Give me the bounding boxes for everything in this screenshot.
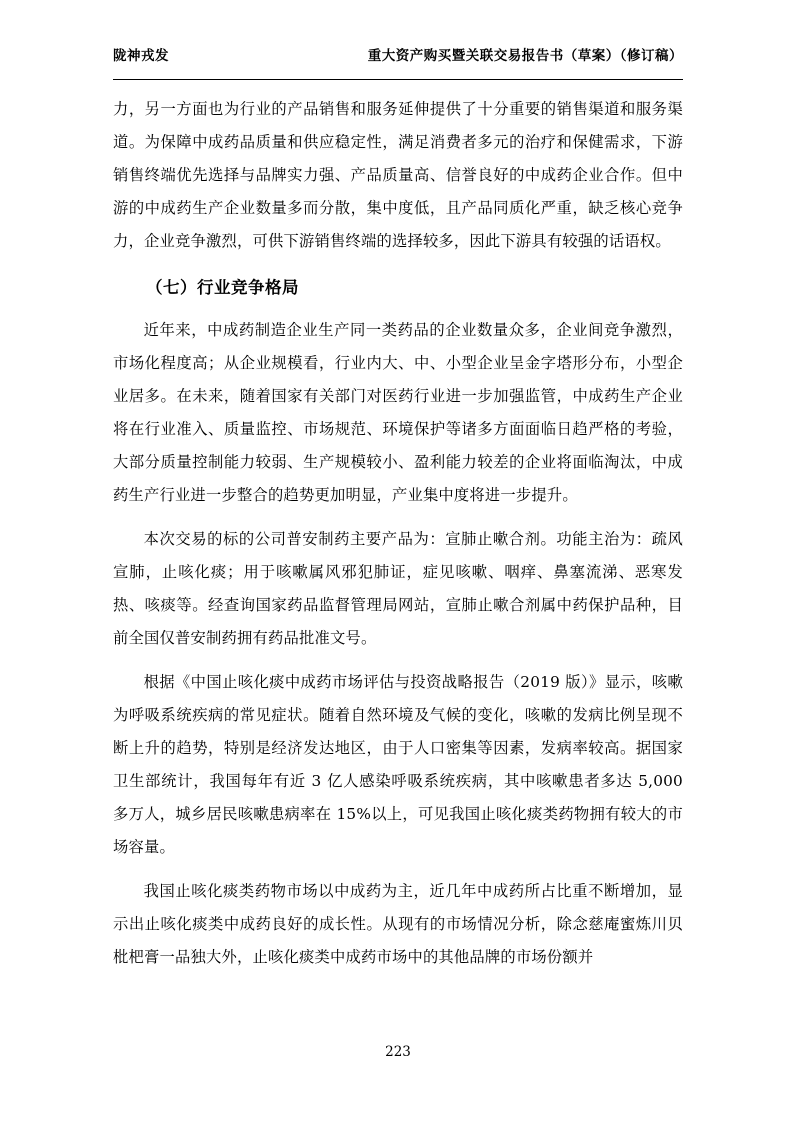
page-content bbox=[113, 0, 683, 1122]
paragraph-continued: 力，另一方面也为行业的产品销售和服务延伸提供了十分重要的销售渠道和服务渠道。为保障中成药品质量和供应稳定性，满足消费者多元的治疗和保健需求，下游销售终端优先选择与品牌实力强、产品质量高、信誉良好的中成药企业合作。但中游的中成药生产企业数量多而分散，集中度低，且产品同质化严重，缺乏核心竞争力，企业竞争激烈，可供下游销售终端的选择较多，因此下游具有较强的话语权。 bbox=[113, 100, 683, 250]
header-document-title: 重大资产购买暨关联交易报告书（草案）（修订稿） bbox=[367, 48, 683, 64]
section-heading-competition: （七）行业竞争格局 bbox=[146, 278, 299, 297]
paragraph-market-report: 根据《中国止咳化痰中成药市场评估与投资战略报告（2019 版）》显示，咳嗽为呼吸系统疾病的常见症状。随着自然环境及气候的变化，咳嗽的发病比例呈现不断上升的趋势，特别是经济发达地区，由于人口密集等因素，发病率较高。据国家卫生部统计，我国每年有近 3 亿人感染呼吸系统疾病，其中咳嗽患者多达 5,000 多万人，城乡居民咳嗽患病率在 15%以上，可见我国止咳化痰类药物拥有较大的市场容量。 bbox=[113, 673, 683, 856]
page-number: 223 bbox=[385, 1044, 411, 1060]
page-body bbox=[113, 93, 683, 985]
paragraph-target-product: 本次交易的标的公司普安制药主要产品为：宣肺止嗽合剂。功能主治为：疏风宣肺，止咳化痰；用于咳嗽属风邪犯肺证，症见咳嗽、咽痒、鼻塞流涕、恶寒发热、咳痰等。经查询国家药品监督管理局网站，宣肺止嗽合剂属中药保护品种，目前全国仅普安制药拥有药品批准文号。 bbox=[113, 530, 683, 647]
paragraph-market-share: 我国止咳化痰类药物市场以中成药为主，近几年中成药所占比重不断增加，显示出止咳化痰类中成药良好的成长性。从现有的市场情况分析，除念慈庵蜜炼川贝枇杷膏一品独大外，止咳化痰类中成药市场中的其他品牌的市场份额并 bbox=[113, 882, 683, 966]
header-divider bbox=[113, 79, 683, 80]
header-company-name: 陇神戎发 bbox=[113, 48, 169, 64]
paragraph-industry-competition: 近年来，中成药制造企业生产同一类药品的企业数量众多，企业间竞争激烈，市场化程度高；从企业规模看，行业内大、中、小型企业呈金字塔形分布，小型企业居多。在未来，随着国家有关部门对医药行业进一步加强监管，中成药生产企业将在行业准入、质量监控、市场规范、环境保护等诸多方面面临日趋严格的考验，大部分质量控制能力较弱、生产规模较小、盈利能力较差的企业将面临淘汰，中成药生产行业进一步整合的趋势更加明显，产业集中度将进一步提升。 bbox=[113, 321, 683, 504]
page-footer bbox=[113, 1044, 683, 1060]
page-header bbox=[113, 44, 683, 64]
